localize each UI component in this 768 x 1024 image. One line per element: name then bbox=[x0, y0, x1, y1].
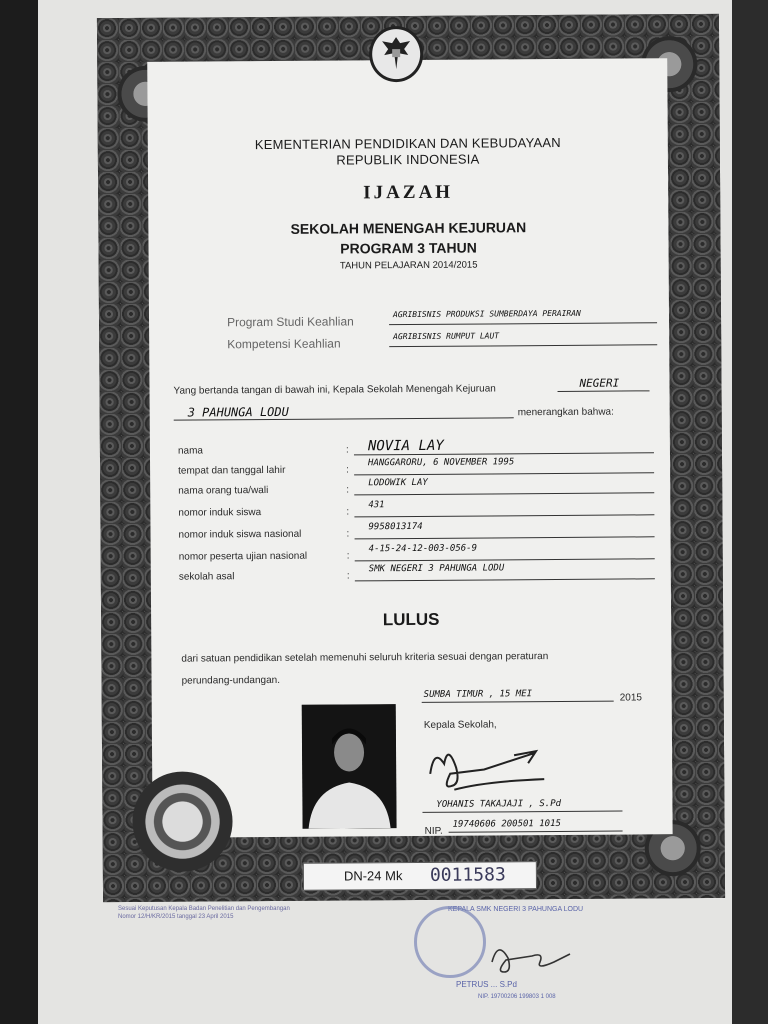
legal-note-line-1: Sesuai Keputusan Kepala Badan Penelitian dan Pengembangan bbox=[118, 906, 290, 912]
field-label: tempat dan tanggal lahir bbox=[178, 464, 286, 477]
statement-intro: Yang bertanda tangan di bawah ini, Kepala Sekolah Menengah Kejuruan bbox=[173, 383, 496, 397]
field-colon: : bbox=[346, 550, 350, 562]
signatory-name: YOHANIS TAKAJAJI , S.Pd bbox=[436, 798, 562, 810]
kompetensi-line bbox=[389, 344, 657, 347]
field-colon: : bbox=[345, 444, 349, 456]
result-text-line-2: perundang-undangan. bbox=[181, 674, 281, 687]
field-line bbox=[354, 472, 654, 475]
school-line-1 bbox=[558, 390, 650, 392]
signatory-name-line bbox=[422, 811, 622, 813]
signatory-position: Kepala Sekolah, bbox=[423, 719, 497, 731]
school-name-part2: 3 PAHUNGA LODU bbox=[187, 404, 289, 420]
program-duration: PROGRAM 3 TAHUN bbox=[340, 239, 477, 257]
stamp-title: KEPALA SMK NEGERI 3 PAHUNGA LODU bbox=[448, 906, 584, 913]
field-colon: : bbox=[346, 570, 350, 582]
explains-text: menerangkan bahwa: bbox=[517, 406, 614, 419]
field-value: SMK NEGERI 3 PAHUNGA LODU bbox=[368, 563, 505, 575]
stamp-name: PETRUS ... S.Pd bbox=[456, 980, 517, 989]
school-type: SEKOLAH MENENGAH KEJURUAN bbox=[290, 219, 527, 237]
result-status: LULUS bbox=[382, 609, 440, 630]
school-seal-icon bbox=[132, 771, 233, 872]
field-value: HANGGARORU, 6 NOVEMBER 1995 bbox=[368, 457, 515, 469]
field-line bbox=[354, 492, 654, 495]
program-studi-value: AGRIBISNIS PRODUKSI SUMBERDAYA PERAIRAN bbox=[392, 308, 581, 320]
field-colon: : bbox=[346, 464, 349, 476]
field-label: nama bbox=[177, 445, 203, 457]
document-title: IJAZAH bbox=[363, 181, 454, 204]
stamp-nip: NIP. 19700206 199803 1 008 bbox=[478, 994, 556, 1000]
field-colon: : bbox=[346, 484, 350, 496]
field-colon: : bbox=[346, 528, 350, 540]
student-photo bbox=[302, 704, 397, 829]
program-studi-label: Program Studi Keahlian bbox=[226, 314, 354, 330]
field-line bbox=[355, 558, 655, 561]
field-line bbox=[354, 514, 654, 517]
field-line bbox=[355, 536, 655, 539]
kompetensi-value: AGRIBISNIS RUMPUT LAUT bbox=[393, 331, 500, 342]
certificate-frame bbox=[97, 14, 725, 902]
nip-line bbox=[449, 831, 623, 833]
field-value: NOVIA LAY bbox=[367, 437, 444, 455]
field-colon: : bbox=[346, 506, 350, 518]
field-label: nomor induk siswa bbox=[178, 507, 262, 519]
serial-box bbox=[303, 861, 537, 891]
stamp-signature bbox=[484, 932, 574, 980]
field-value: 431 bbox=[368, 500, 385, 511]
field-label: nomor induk siswa nasional bbox=[178, 528, 302, 541]
field-label: sekolah asal bbox=[178, 571, 235, 583]
field-value: 9958013174 bbox=[368, 521, 423, 533]
field-value: 4-15-24-12-003-056-9 bbox=[368, 543, 478, 555]
certificate-body bbox=[147, 58, 672, 838]
field-line bbox=[355, 578, 655, 581]
principal-signature bbox=[424, 733, 554, 804]
field-value: LODOWIK LAY bbox=[368, 477, 428, 489]
background-left bbox=[0, 0, 38, 1024]
serial-number: 0011583 bbox=[429, 864, 506, 886]
academic-year: TAHUN PELAJARAN 2014/2015 bbox=[339, 259, 478, 272]
field-label: nomor peserta ujian nasional bbox=[178, 550, 308, 563]
kompetensi-label: Kompetensi Keahlian bbox=[227, 336, 341, 352]
garuda-emblem-icon bbox=[369, 26, 423, 82]
program-studi-line bbox=[389, 322, 657, 325]
nip-label: NIP. bbox=[424, 825, 443, 837]
serial-code: DN-24 Mk bbox=[343, 868, 403, 884]
field-label: nama orang tua/wali bbox=[178, 484, 269, 497]
official-stamp-icon bbox=[414, 906, 486, 978]
legal-note-line-2: Nomor 12/H/KR/2015 tanggal 23 April 2015 bbox=[118, 914, 234, 920]
ministry-line-2: REPUBLIK INDONESIA bbox=[336, 151, 480, 168]
background-right bbox=[732, 0, 768, 1024]
result-text-line-1: dari satuan pendidikan setelah memenuhi seluruh kriteria sesuai dengan peraturan bbox=[181, 651, 549, 665]
signature-year: 2015 bbox=[619, 692, 642, 704]
place-date-line bbox=[422, 701, 614, 703]
nip-value: 19740606 200501 1015 bbox=[452, 818, 561, 830]
school-name-part1: NEGERI bbox=[579, 376, 620, 390]
ministry-line-1: KEMENTERIAN PENDIDIKAN DAN KEBUDAYAAN bbox=[254, 134, 561, 153]
place-date: SUMBA TIMUR , 15 MEI bbox=[423, 689, 533, 700]
